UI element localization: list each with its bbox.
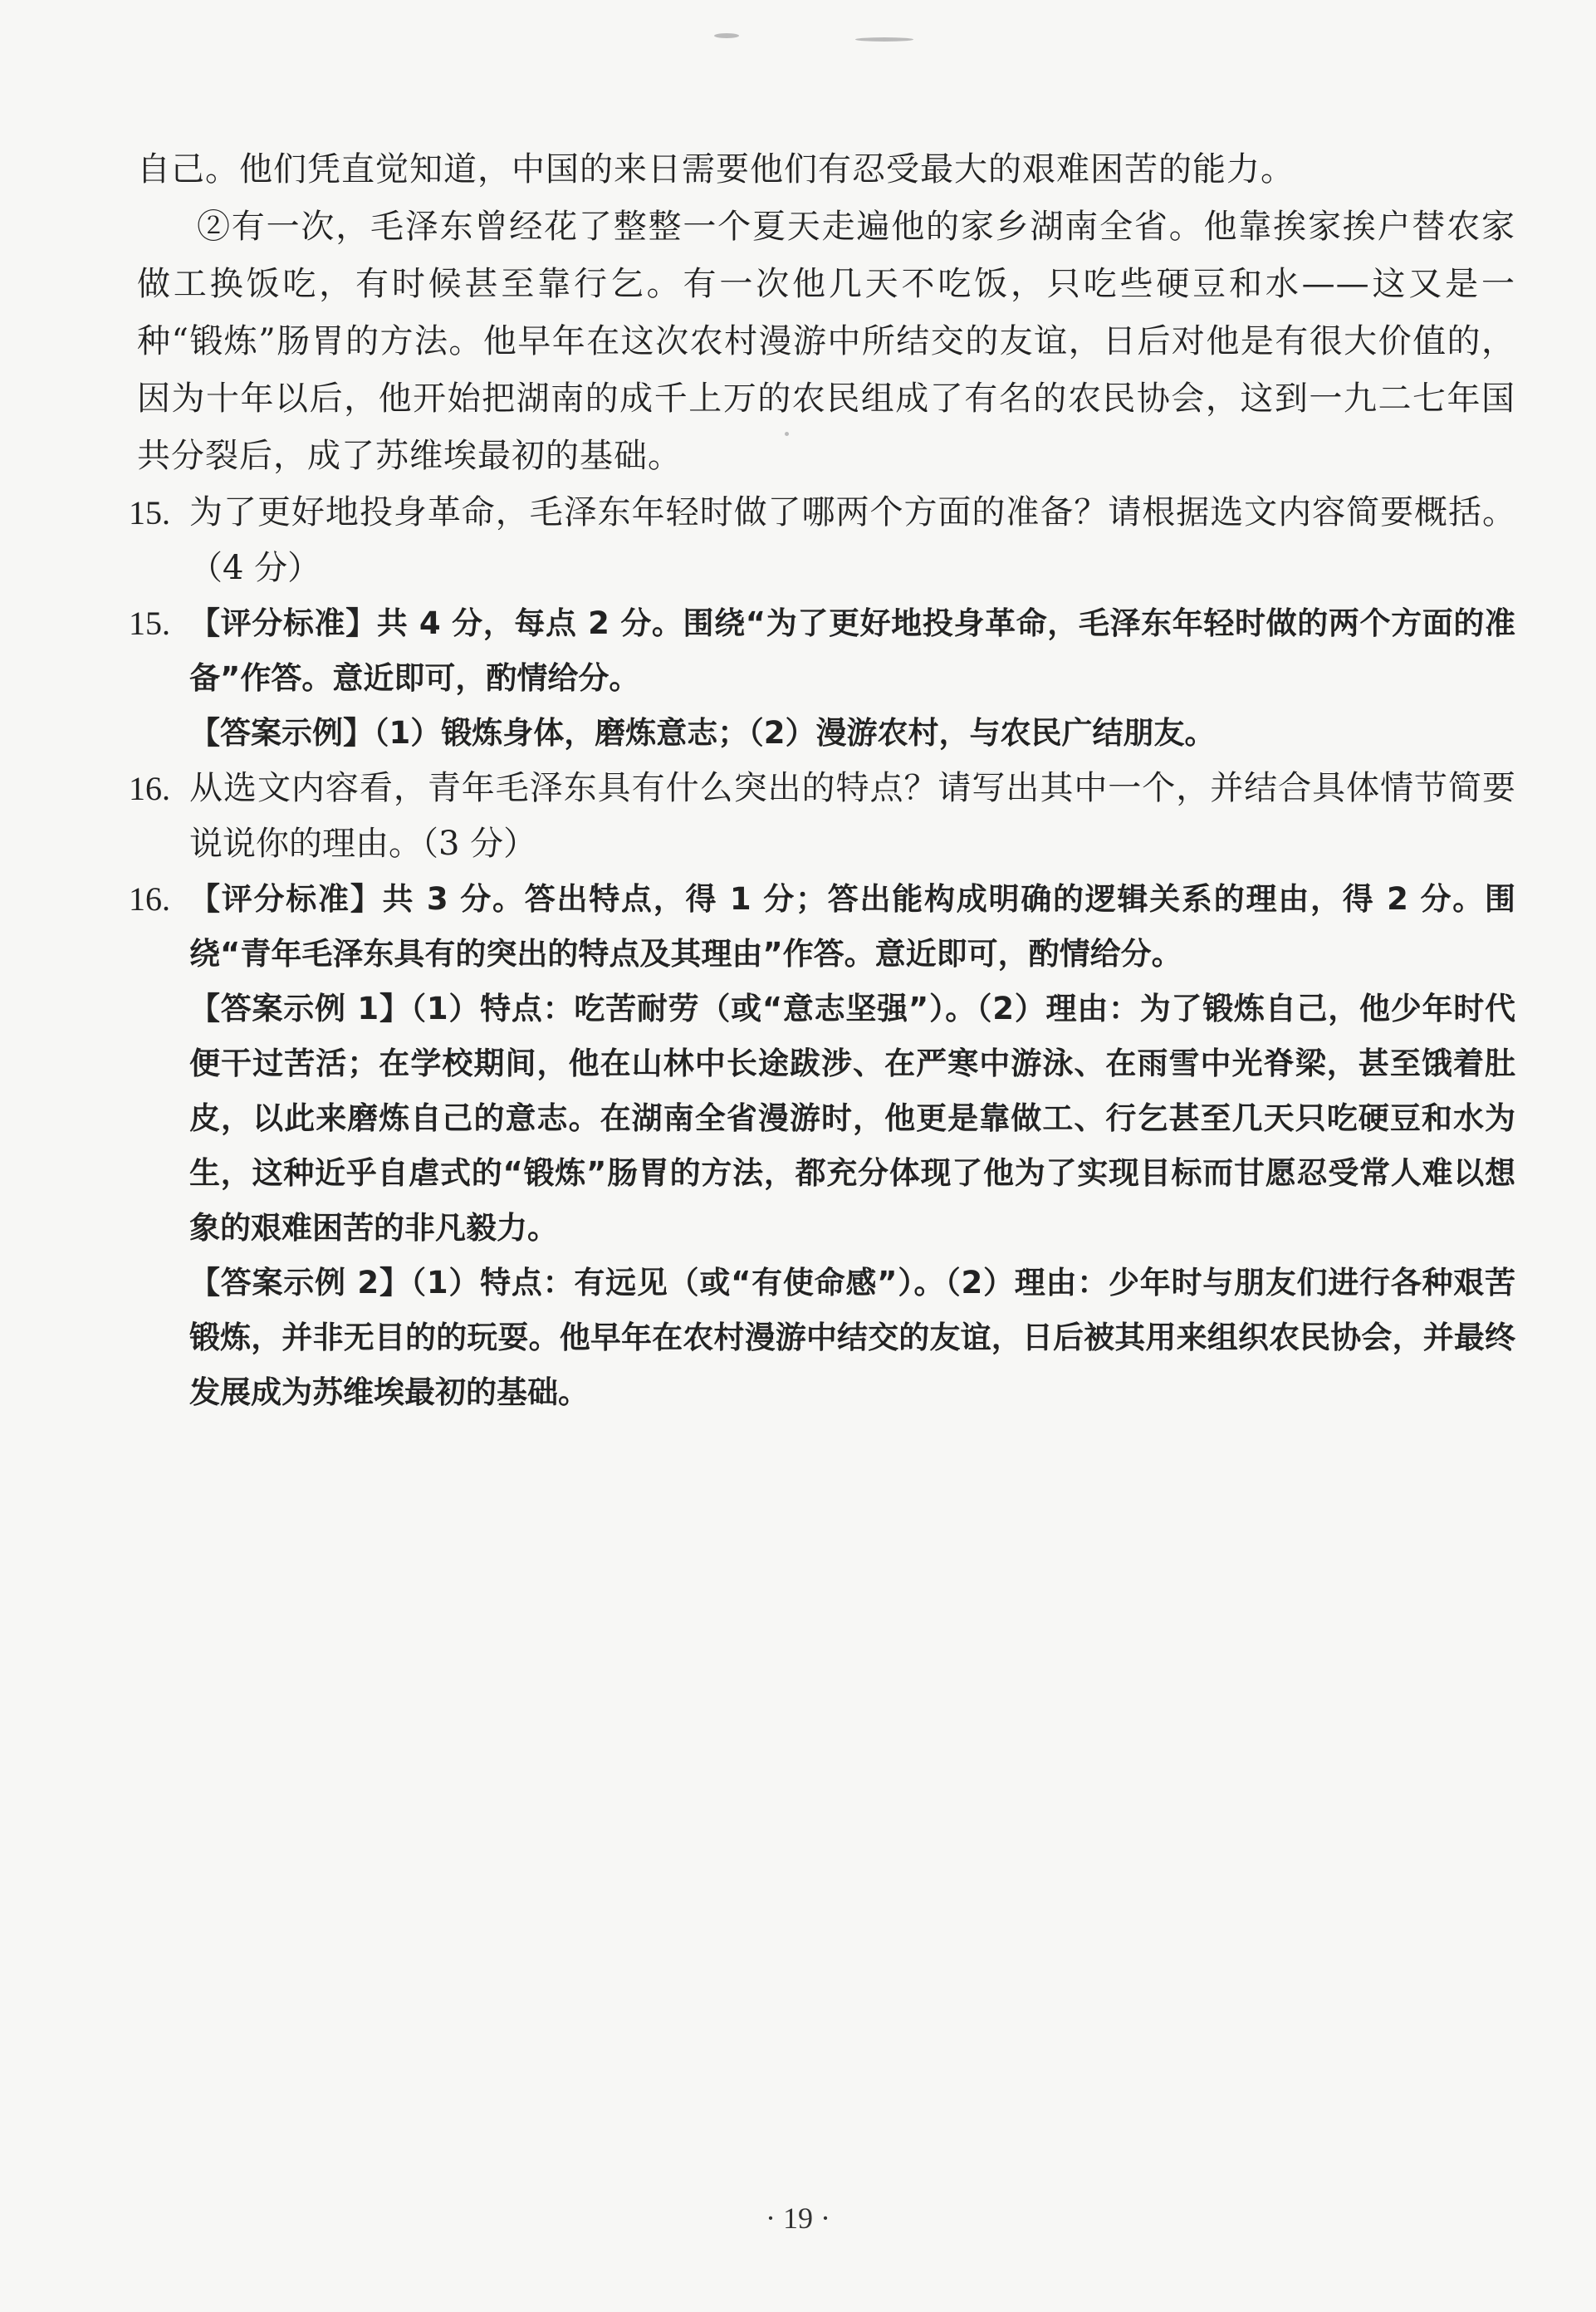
- passage-paragraph-1: 自己。他们凭直觉知道，中国的来日需要他们有忍受最大的艰难困苦的能力。: [137, 150, 1295, 189]
- answer-number: 15.: [129, 605, 170, 642]
- question-text: 为了更好地投身革命，毛泽东年轻时做了哪两个方面的准备？请根据选文内容简要概括。（4 分）: [189, 493, 1515, 587]
- answer-15-example: 【答案示例】（1）锻炼身体，磨炼意志；（2）漫游农村，与农民广结朋友。: [189, 715, 1216, 751]
- answer-number: 16.: [129, 880, 170, 918]
- question-text: 从选文内容看，青年毛泽东具有什么突出的特点？请写出其中一个，并结合具体情节简要说说你的理由。（3 分）: [189, 769, 1515, 863]
- criteria-text: 【评分标准】共 3 分。答出特点，得 1 分；答出能构成明确的逻辑关系的理由，得 2 分。围绕“青年毛泽东具有的突出的特点及其理由”作答。意近即可，酌情给分。: [189, 881, 1515, 972]
- answer-16-example-2: 【答案示例 2】（1）特点：有远见（或“有使命感”）。（2）理由：少年时与朋友们进行各种艰苦锻炼，并非无目的的玩耍。他早年在农村漫游中结交的友谊，日后被其用来组织农民协会，并最终发展成为苏维埃最初的基础。: [189, 1265, 1515, 1410]
- question-number: 15.: [129, 494, 170, 531]
- page-number: · 19 ·: [766, 2202, 830, 2235]
- content: [129, 141, 1515, 1420]
- question-16: [129, 761, 1515, 872]
- question-15: [129, 485, 1515, 596]
- scan-speck: [714, 33, 739, 38]
- criteria-text: 【评分标准】共 4 分，每点 2 分。围绕“为了更好地投身革命，毛泽东年轻时做的两个方面的准备”作答。意近即可，酌情给分。: [189, 605, 1515, 696]
- question-number: 16.: [129, 770, 170, 807]
- answer-16-criteria: [129, 872, 1515, 982]
- passage-paragraph-2: ②有一次，毛泽东曾经花了整整一个夏天走遍他的家乡湖南全省。他靠挨家挨户替农家做工换饭吃，有时候甚至靠行乞。有一次他几天不吃饭，只吃些硬豆和水——这又是一种“锻炼”肠胃的方法。他早年在这次农村漫游中所结交的友谊，日后对他是有很大价值的，因为十年以后，他开始把湖南的成千上万的农民组成了有名的农民协会，这到一九二七年国共分裂后，成了苏维埃最初的基础。: [137, 208, 1515, 475]
- scan-speck: [855, 37, 913, 42]
- answer-15-criteria: [129, 596, 1515, 706]
- answer-16-example-1: 【答案示例 1】（1）特点：吃苦耐劳（或“意志坚强”）。（2）理由：为了锻炼自己，他少年时代便干过苦活；在学校期间，他在山林中长途跋涉、在严寒中游泳、在雨雪中光脊梁，甚至饿着肚皮，以此来磨炼自己的意志。在湖南全省漫游时，他更是靠做工、行乞甚至几天只吃硬豆和水为生，这种近乎自虐式的“锻炼”肠胃的方法，都充分体现了他为了实现目标而甘愿忍受常人难以想象的艰难困苦的非凡毅力。: [189, 991, 1515, 1246]
